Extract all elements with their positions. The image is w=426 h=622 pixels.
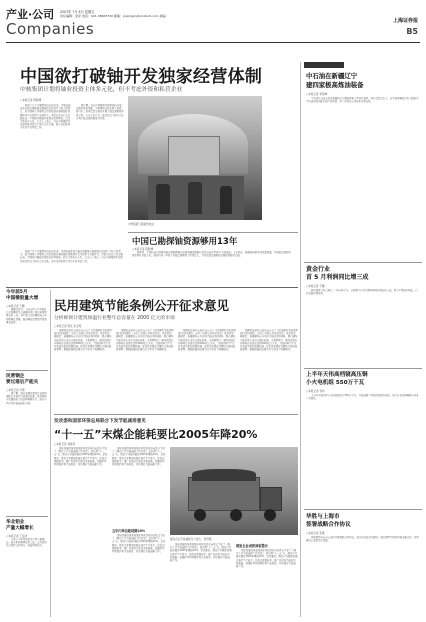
left-story3-byline: ○本报记者 王宙洁 [6,535,28,538]
right-rule-1 [304,262,422,263]
header-rule [6,42,420,43]
left-story3-title: 华北铝业 产量大幅增长 [6,520,34,531]
building-byline: ○本报记者 陈亮 朱宝琛 [54,325,82,328]
coal-body-3: 国家发展改革委和国家环保总局日前联合下发了《煤炭工业节能减排工作意见》，提出到“十一五”末，煤炭企业能耗要比2005年降低20%。意见要求，煤炭企业要加快淘汰落后生产能力，提高资源回收率，推广先进的节能技术和装备，加强矿区环境保护和生态恢复，切实做好节能减排工作。 [112,534,166,554]
left-story1-title: 今年前5月 中国橡胶量大增 [6,290,39,301]
building-subhead: 分析师预计建筑保温行业整年总容量在 2000 亿元的市场 [54,316,175,321]
right-column-rule [300,62,301,617]
coal-headline: “十一五”末煤企能耗要比2005年降20% [54,428,258,441]
left-story1-body: 据海关统计，今年前5个月中国进口天然橡胶及合成橡胶共计较去年同期增长约一成，其中进口天然橡胶较上年同期增长显著，国内橡胶消费保持快速增长态势。 [6,308,47,324]
building-headline: 民用建筑节能条例公开征求意见 [54,298,230,313]
building-rule [54,414,298,415]
right-story3-title: 上半年天伟高档镜高压铜 小火电机组 550万千瓦 [306,372,368,386]
mid-rule [6,287,298,288]
left-story2-title: 民营钢企 要过落后产能关 [6,374,39,385]
left-story3-body: 今年上半年华北铝业产量大幅增长，较去年同期增长约三成，公司铝材出口保持良好势头，效益明显提升。 [6,538,47,548]
coal-subhead-2: 煤炭企业或将面临整合 [236,544,268,548]
building-body-4: 国务院法制办公室日前公布了《民用建筑节能条例(征求意见稿)》，向社会各界公开征求意见。征求意见稿规定，新建建筑应当采用节能技术和材料，既有建筑节能改造应当符合国家标准。分析师预计，建筑保温行业整年总容量将达到2000亿元左右，节能材料生产企业将迎来新的发展机遇。征求意见稿还对建筑节能的监督管理、激励措施和法律责任等作出了明确规定。 [240,329,298,352]
dateline: 2007年 7月 6日 星期五 [60,10,95,14]
left-story2-byline: ○本报记者 叶勇 [6,389,25,392]
right-story4-byline: ○本报记者 张维 [306,532,325,535]
paper-name: 上海证券报 [392,18,418,24]
left-column-rule [50,290,51,617]
uranium-box [128,232,298,284]
section-title-cn: 产业·公司 [6,8,55,21]
right-story4-title: 华胜与上海市 签署战略合作协议 [306,514,351,528]
coal-byline: ○本报记者 刘春彦 [54,443,76,446]
left-rule-1 [6,370,48,371]
right-rule-3 [304,509,422,510]
top-body-bottom: 据悉了几个方面情况以前的来讲，中国在铀开发与铀资源储备方面虽然已经进行了较大的努力，但中国核工业集团公司仍然独家垄断铀矿的勘探开采与销售等全部环节。本报记者从有关方面获悉，中国将打破铀开发独家经营体制，投资主体将多元化。有关人士表示，目前中核集团正在研究铀业投资主体多元化方案，但外资和私营企业将不在考虑之列。 [20,250,123,263]
left-story2-body: 据了解，国家发展改革委正在研究钢铁行业落后产能淘汰标准，民营钢铁企业面临较大的结构调整压力，部分小型企业将被迫退出市场。 [6,392,47,405]
right-story1-body: 中石油日前宣布将在新疆和辽宁建设四套大型炼化装置，项目总投资巨大，这些装置建成后将大幅提升中石油的炼油能力和产品质量，进一步优化公司炼化业务布局。 [306,97,419,104]
right-column [304,62,422,617]
coal-body-2: 国家发展改革委和国家环保总局日前联合下发了《煤炭工业节能减排工作意见》，提出到“十一五”末，煤炭企业能耗要比2005年降低20%。意见要求，煤炭企业要加快淘汰落后生产能力，提高资源回收率，推广先进的节能技术和装备，加强矿区环境保护和生态恢复，切实做好节能减排工作。 [112,447,166,467]
coal-body-1: 国家发展改革委和国家环保总局日前联合下发了《煤炭工业节能减排工作意见》，提出到“十一五”末，煤炭企业能耗要比2005年降低20%。意见要求，煤炭企业要加快淘汰落后生产能力，提高资源回收率，推广先进的节能技术和装备，加强矿区环境保护和生态恢复，切实做好节能减排工作。 [54,447,108,467]
uranium-body: 据介绍，中国目前已探明的铀资源按照现有的核电建设规模计算可以满足13年左右的需求。专家指出，随着核电事业的快速发展，中国铀资源的供需矛盾将日益突出。国家将进一步加大对铀资源勘探工作的投入，力争在铀资源勘探方面取得新的突破。 [132,251,291,258]
right-story4-body: 华胜集团日前与上海市签署战略合作协议，双方将在信息化建设、城市管理等领域开展全面合作，共同推进上海信息化发展。 [306,536,419,543]
building-body-2: 国务院法制办公室日前公布了《民用建筑节能条例(征求意见稿)》，向社会各界公开征求意见。征求意见稿规定，新建建筑应当采用节能技术和材料，既有建筑节能改造应当符合国家标准。分析师预计，建筑保温行业整年总容量将达到2000亿元左右，节能材料生产企业将迎来新的发展机遇。征求意见稿还对建筑节能的监督管理、激励措施和法律责任等作出了明确规定。 [116,329,174,352]
uranium-headline: 中国已勘探铀资源够用13年 [132,237,238,247]
top-body-mid: 据了解，目前中核集团正研究国内外铀资源开发新思路，中核集团已经在澳大利亚、尼日尔、纳米比亚等国家开展了铀资源勘探开发合作。有关专家认为，铀业投资主体多元化有利于铀资源的勘查与开发。 [76,104,124,120]
top-body-left: 据悉了几个方面情况以前的来讲，中国在铀开发与铀资源储备方面虽然已经进行了较大的努力，但中国核工业集团公司仍然独家垄断铀矿的勘探开采与销售等全部环节。本报记者从有关方面获悉，中国将打破铀开发独家经营体制，投资主体将多元化。有关人士表示，目前中核集团正在研究铀业投资主体多元化方案，但外资和私营企业将不在考虑之列。 [20,104,71,130]
right-story1-title: 中石油在新疆辽宁 建四家极高炼油装备 [306,72,364,89]
right-rule-2 [304,368,422,369]
page-number: B5 [406,27,418,36]
top-subhead: 中核集团计划将铀业投资主体多元化，但不考虑外资和私营企业 [20,87,183,93]
right-story3-body: 上半年全国关停小火电机组共计550万千瓦，节能减排工作取得阶段性成效，电力行业结构调整步伐进一步加快。 [306,394,419,401]
right-story3-byline: ○本报记者 李和 [306,390,325,393]
top-photo-caption: 中核集团下属某核电站 [128,223,154,226]
coal-photo-caption: 煤炭企业节能减排压力加大，资料图 [170,538,212,541]
right-story2-byline: ○本报记者 于鹏 [306,285,325,288]
coal-headline-small: 发改委和国家环保总局联合下发节能减排意见 [54,419,146,424]
editor-line: 责任编辑：金萍 电话：021-38967720 邮箱：jinpingjin@cnstock.com 美编： [60,14,169,18]
right-story2-body: 据中国黄金协会统计，今年前5个月，全国黄金行业实现利润同比增长约三成，黄金产量稳步增长，行业效益明显改善。 [306,289,418,296]
coal-body-5: 国家发展改革委和国家环保总局日前联合下发了《煤炭工业节能减排工作意见》，提出到“十一五”末，煤炭企业能耗要比2005年降低20%。意见要求，煤炭企业要加快淘汰落后生产能力，提高资源回收率，推广先进的节能技术和装备，加强矿区环境保护和生态恢复，切实做好节能减排工作。 [236,549,298,569]
coal-photo [170,447,298,535]
coal-subhead-1: 五年内单位能耗降20% [112,529,146,533]
left-story1-byline: ○本报记者 于鹏 [6,305,25,308]
masthead [0,0,426,44]
top-byline: ○本报记者 陈敏博 [20,99,42,102]
left-column [6,290,48,617]
section-title-en: Companies [6,20,95,38]
coal-body-4: 国家发展改革委和国家环保总局日前联合下发了《煤炭工业节能减排工作意见》，提出到“十一五”末，煤炭企业能耗要比2005年降低20%。意见要求，煤炭企业要加快淘汰落后生产能力，提高资源回收率，推广先进的节能技术和装备，加强矿区环境保护和生态恢复，切实做好节能减排工作。 [170,543,232,563]
right-tag [304,62,344,68]
right-story2-title: 黄金行业 首 5 月利润同比增三成 [306,266,369,281]
uranium-byline: ○本报记者 陈敏博 [132,248,154,251]
left-rule-2 [6,516,48,517]
right-story1-byline: ○本报记者 李锦坤 [306,93,328,96]
top-photo [128,96,262,220]
top-headline: 中国欲打破铀开发独家经营体制 [20,67,263,87]
building-body-3: 国务院法制办公室日前公布了《民用建筑节能条例(征求意见稿)》，向社会各界公开征求意见。征求意见稿规定，新建建筑应当采用节能技术和材料，既有建筑节能改造应当符合国家标准。分析师预计，建筑保温行业整年总容量将达到2000亿元左右，节能材料生产企业将迎来新的发展机遇。征求意见稿还对建筑节能的监督管理、激励措施和法律责任等作出了明确规定。 [178,329,236,352]
building-body-1: 国务院法制办公室日前公布了《民用建筑节能条例(征求意见稿)》，向社会各界公开征求意见。征求意见稿规定，新建建筑应当采用节能技术和材料，既有建筑节能改造应当符合国家标准。分析师预计，建筑保温行业整年总容量将达到2000亿元左右，节能材料生产企业将迎来新的发展机遇。征求意见稿还对建筑节能的监督管理、激励措施和法律责任等作出了明确规定。 [54,329,112,352]
